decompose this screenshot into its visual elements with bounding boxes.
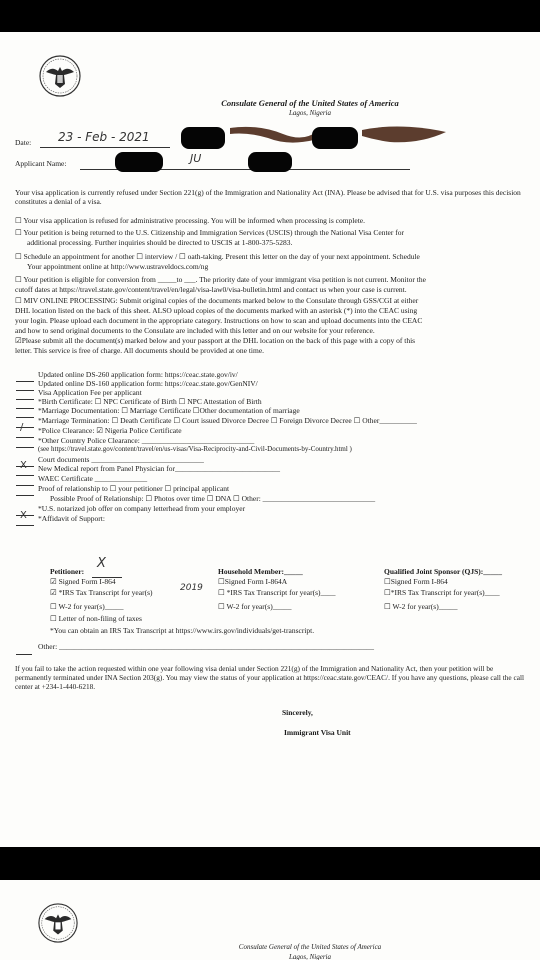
date-label: Date:: [15, 138, 32, 147]
sponsor-title: Qualified Joint Sponsor (QJS):_____: [384, 567, 503, 576]
checklist-item: WAEC Certificate ______________: [38, 474, 148, 483]
option-miv: ☐ MIV ONLINE PROCESSING: Submit original copies of the documents marked below to the Consulate through GSS/CGI at either: [15, 296, 419, 305]
checklist-item: *Affidavit of Support:: [38, 514, 105, 523]
petitioner-year-handwriting: 2019: [180, 583, 203, 593]
sincerely: Sincerely,: [282, 708, 313, 717]
petitioner-item: ☑ *IRS Tax Transcript for year(s): [50, 588, 153, 597]
date-value: 23 - Feb - 2021: [58, 130, 150, 144]
checklist-item: Proof of relationship to ☐ your petitioner ☐ principal applicant: [38, 484, 230, 493]
checklist-item: *Birth Certificate: ☐ NPC Certificate of Birth ☐ NPC Attestation of Birth: [38, 397, 262, 406]
applicant-handwriting: JU: [190, 152, 202, 165]
handwritten-x-medical: X: [20, 460, 27, 471]
redaction-block: [115, 152, 163, 172]
option-miv-4: and how to send original documents to the Consulate are included with this letter and on our website for your reference.: [15, 326, 375, 335]
closing-paragraph: If you fail to take the action requested within one year following visa denial under Section 221(g) of the Immigration and Nationality Act, then your petition will be permanently terminated under INA Section 203(g). You may view the status of your application at https://ceac.state.gov/CEAC/. If you have any questions, please call the call center at +234-1-440-6218.: [15, 664, 525, 691]
sponsor-item: ☐*IRS Tax Transcript for year(s)____: [384, 588, 500, 597]
checklist-item: Visa Application Fee per applicant: [38, 388, 142, 397]
checklist-item: Possible Proof of Relationship: ☐ Photos over time ☐ DNA ☐ Other: ______________________________: [50, 494, 376, 503]
option-conversion: ☐ Your petition is eligible for conversion from _____to ___. The priority date of your immigrant visa petition is not current. Monitor the: [15, 275, 426, 284]
option-uscis-return-2: additional processing. Further inquiries should be directed to USCIS at 1-800-375-5283.: [27, 238, 293, 247]
redaction-block: [312, 127, 358, 149]
household-item: ☐ *IRS Tax Transcript for year(s)____: [218, 588, 336, 597]
option-submit-dhl: ☑Please submit all the document(s) marked below and your passport at the DHL location on the back of this page with a copy of this: [15, 336, 416, 345]
other-field: Other: ____________________________________________________________________________________: [38, 642, 375, 651]
petitioner-item: ☐ W-2 for year(s)_____: [50, 602, 124, 611]
household-item: ☐Signed Form I-864A: [218, 577, 288, 586]
date-line: [40, 140, 170, 148]
redaction-stroke: [360, 122, 450, 146]
handwritten-x-affidavit: X: [20, 510, 27, 521]
checklist-item: Court documents ______________________________: [38, 455, 204, 464]
checklist-item: *U.S. notarized job offer on company letterhead from your employer: [38, 504, 246, 513]
letter-page: [0, 32, 540, 847]
option-conversion-2: cutoff dates at https://travel.state.gov/content/travel/en/legal/visa-law0/visa-bulletin.html and contact us when your case is current.: [15, 285, 407, 294]
checklist-item: Updated online DS-160 application form: https://ceac.state.gov/GenNIV/: [38, 379, 258, 388]
consulate-title: Consulate General of the United States of America: [221, 98, 399, 108]
checklist-item: *Marriage Documentation: ☐ Marriage Certificate ☐Other documentation of marriage: [38, 406, 300, 415]
checklist-item: New Medical report from Panel Physician for____________________________: [38, 464, 281, 473]
checklist-item: *Marriage Termination: ☐ Death Certificate ☐ Court issued Divorce Decree ☐ Foreign Divorce Decree ☐ Other__________: [38, 416, 417, 425]
refusal-intro: Your visa application is currently refused under Section 221(g) of the Immigration and Nationality Act (INA). Please be advised that for U.S. visa purposes this decision constitutes a denial of a visa.: [15, 188, 521, 207]
redaction-block: [181, 127, 225, 149]
checklist-item: (see https://travel.state.gov/content/travel/en/us-visas/Visa-Reciprocity-and-Civil-Documents-by-Country.html ): [38, 445, 352, 453]
household-item: ☐ W-2 for year(s)_____: [218, 602, 292, 611]
petitioner-handwriting: X: [97, 556, 106, 571]
household-title: Household Member:_____: [218, 567, 303, 576]
consulate-title-2: Consulate General of the United States of America: [238, 943, 382, 951]
petitioner-item: ☐ Letter of non-filing of taxes: [50, 614, 142, 623]
letter-page-2: [0, 880, 540, 960]
consulate-location-2: Lagos, Nigeria: [288, 953, 331, 960]
option-schedule-2: Your appointment online at http://www.ustraveldocs.com/ng: [27, 262, 209, 271]
checklist-item: *Police Clearance: ☑ Nigeria Police Certificate: [38, 426, 182, 435]
redaction-stroke: [228, 124, 318, 146]
option-miv-3: your login. Please upload each document in the appropriate category. Instructions on how to scan and upload documents into the CEAC: [15, 316, 423, 325]
bottom-black-bar: [0, 847, 540, 880]
option-submit-dhl-2: letter. This service is free of charge. All documents should be provided at one time.: [15, 346, 265, 355]
sponsor-item: ☐Signed Form I-864: [384, 577, 448, 586]
option-admin-processing: ☐ Your visa application is refused for administrative processing. You will be informed when processing is complete.: [15, 216, 365, 225]
handwritten-check-police: /: [20, 422, 24, 433]
consulate-location: Lagos, Nigeria: [288, 109, 331, 117]
irs-note: *You can obtain an IRS Tax Transcript at https://www.irs.gov/individuals/get-transcript.: [50, 626, 315, 635]
option-miv-2: DHL location listed on the back of this sheet. ALSO upload copies of the documents marked with an asterisk (*) into the CEAC using: [15, 306, 418, 315]
eagle-seal-icon: [38, 54, 82, 98]
option-uscis-return: ☐ Your petition is being returned to the U.S. Citizenship and Immigration Services (USCIS) through the National Visa Center for: [15, 228, 404, 237]
applicant-name-label: Applicant Name:: [15, 159, 67, 168]
checklist-item: Updated online DS-260 application form: https://ceac.state.gov/iv/: [38, 370, 238, 379]
redaction-block: [248, 152, 292, 172]
signature-unit: Immigrant Visa Unit: [284, 728, 351, 737]
petitioner-item: ☑ Signed Form I-864: [50, 577, 116, 586]
petitioner-title: Petitioner:: [50, 567, 85, 576]
eagle-seal-icon: [37, 902, 79, 944]
top-black-bar: [0, 0, 540, 32]
checklist-item: *Other Country Police Clearance: ______________________________: [38, 436, 255, 445]
option-schedule: ☐ Schedule an appointment for another ☐ interview / ☐ oath-taking. Present this letter on the day of your next appointment. Schedule: [15, 252, 420, 261]
sponsor-item: ☐ W-2 for year(s)_____: [384, 602, 458, 611]
